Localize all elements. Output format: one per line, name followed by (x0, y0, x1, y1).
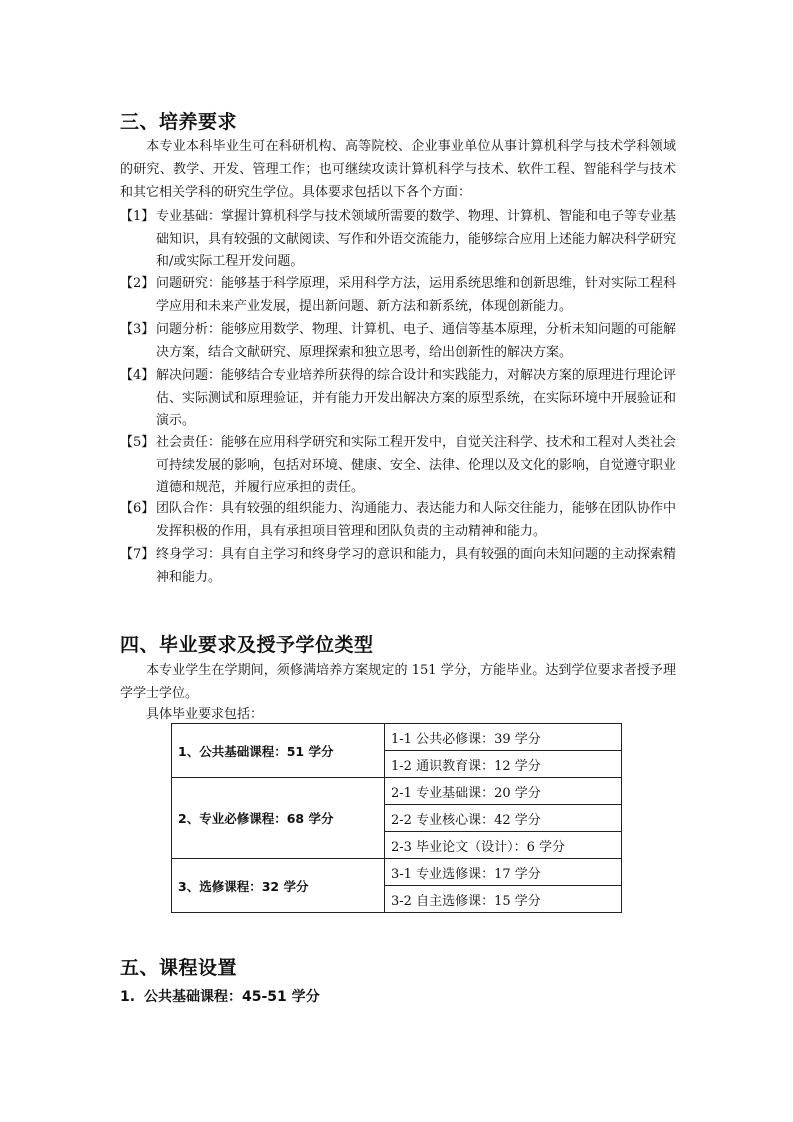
requirement-number: 【3】 (120, 322, 155, 337)
requirement-number: 【6】 (120, 501, 155, 516)
subsection-heading (120, 986, 320, 1006)
subsection-title: 公共基础课程：45-51 学分 (144, 989, 320, 1005)
requirement-1 (120, 206, 676, 274)
item-cell: 3-1 专业选修课：17 学分 (385, 859, 622, 886)
requirement-5 (120, 432, 676, 500)
requirement-number: 【5】 (120, 435, 155, 450)
item-cell: 2-2 专业核心课：42 学分 (385, 805, 622, 832)
section-3-heading: 三、培养要求 (120, 111, 238, 133)
requirement-3 (120, 319, 676, 364)
item-cell: 3-2 自主选修课：15 学分 (385, 886, 622, 913)
requirement-text: 问题研究：能够基于科学原理，采用科学方法，运用系统思维和创新思维，针对实际工程科学应用和未来产业发展，提出新问题、新方法和新系统，体现创新能力。 (156, 276, 677, 314)
requirement-number: 【1】 (120, 209, 155, 224)
requirement-text: 解决问题：能够结合专业培养所获得的综合设计和实践能力，对解决方案的原理进行理论评估、实际测试和原理验证，并有能力开发出解决方案的原型系统，在实际环境中开展验证和演示。 (156, 368, 677, 428)
requirement-text: 专业基础：掌握计算机科学与技术领域所需要的数学、物理、计算机、智能和电子等专业基础知识，具有较强的文献阅读、写作和外语交流能力，能够综合应用上述能力解决科学研究和/或实际工程开发问题。 (156, 209, 677, 269)
subsection-number: 1. (120, 989, 136, 1005)
table-row (172, 724, 622, 751)
section-4-heading: 四、毕业要求及授予学位类型 (120, 634, 374, 656)
table-row (172, 859, 622, 886)
item-cell: 2-1 专业基础课：20 学分 (385, 778, 622, 805)
section-3-intro: 本专业本科毕业生可在科研机构、高等院校、企业事业单位从事计算机科学与技术学科领域的研究、教学、开发、管理工作；也可继续攻读计算机科学与技术、软件工程、智能科学与技术和其它相关学科的研究生学位。具体要求包括以下各个方面： (120, 139, 676, 200)
requirement-text: 社会责任：能够在应用科学研究和实际工程开发中，自觉关注科学、技术和工程对人类社会可持续发展的影响，包括对环境、健康、安全、法律、伦理以及文化的影响，自觉遵守职业道德和规范，并履行应承担的责任。 (156, 435, 677, 495)
requirement-number: 【7】 (120, 547, 155, 562)
requirement-7 (120, 544, 676, 589)
requirement-2 (120, 273, 676, 318)
section-5-heading: 五、课程设置 (120, 957, 238, 979)
section-4-intro: 本专业学生在学期间，须修满培养方案规定的 151 学分，方能毕业。达到学位要求者授予理学学士学位。 (120, 663, 676, 701)
category-cell: 2、专业必修课程：68 学分 (172, 778, 385, 859)
requirement-number: 【4】 (120, 368, 155, 383)
item-cell: 1-1 公共必修课：39 学分 (385, 724, 622, 751)
requirement-number: 【2】 (120, 276, 155, 291)
table-row (172, 778, 622, 805)
item-cell: 2-3 毕业论文（设计）：6 学分 (385, 832, 622, 859)
requirement-text: 终身学习：具有自主学习和终身学习的意识和能力，具有较强的面向未知问题的主动探索精神和能力。 (156, 547, 677, 585)
table-intro: 具体毕业要求包括： (146, 707, 264, 722)
requirement-4 (120, 365, 676, 433)
requirement-text: 团队合作：具有较强的组织能力、沟通能力、表达能力和人际交往能力，能够在团队协作中发挥积极的作用，具有承担项目管理和团队负责的主动精神和能力。 (156, 501, 677, 539)
requirement-6 (120, 498, 676, 543)
item-cell: 1-2 通识教育课：12 学分 (385, 751, 622, 778)
category-cell: 3、选修课程：32 学分 (172, 859, 385, 913)
graduation-credit-table (171, 723, 622, 913)
requirement-text: 问题分析：能够应用数学、物理、计算机、电子、通信等基本原理，分析未知问题的可能解决方案，结合文献研究、原理探索和独立思考，给出创新性的解决方案。 (156, 322, 677, 360)
category-cell: 1、公共基础课程：51 学分 (172, 724, 385, 778)
